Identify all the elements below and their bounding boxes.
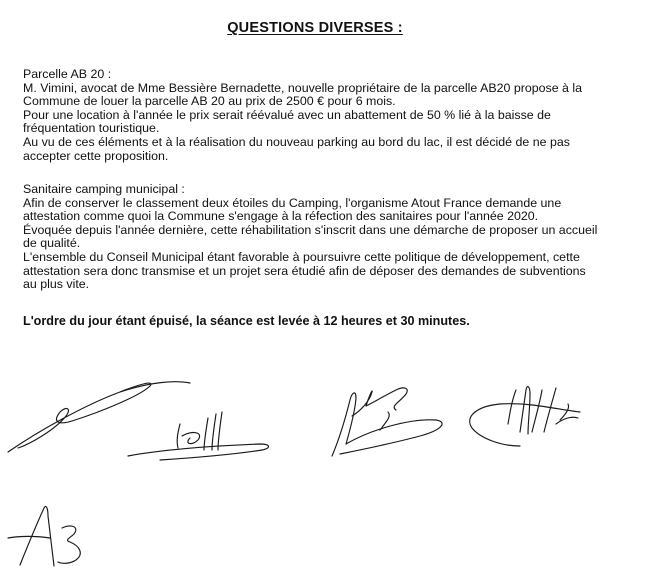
text-line: au plus vite. <box>23 277 90 292</box>
text-line: attestation sera donc transmise et un projet sera étudié afin de déposer des demandes de subventions <box>23 263 586 278</box>
signature-1 <box>8 382 190 452</box>
section-title: Sanitaire camping municipal : <box>23 182 185 196</box>
signatures-area <box>0 360 645 577</box>
closing-statement: L'ordre du jour étant épuisé, la séance est levée à 12 heures et 30 minutes. <box>23 314 470 328</box>
text-line: Au vu de ces éléments et à la réalisation du nouveau parking au bord du lac, il est décidé de ne pas <box>23 134 570 149</box>
text-line: accepter cette proposition. <box>23 148 169 163</box>
section-title: Parcelle AB 20 : <box>23 67 112 81</box>
signature-5 <box>8 506 80 566</box>
text-line: fréquentation touristique. <box>23 121 160 136</box>
text-line: M. Vimini, avocat de Mme Bessière Bernadette, nouvelle propriétaire de la parcelle AB20 propose à la <box>23 80 583 95</box>
text-line: L'ensemble du Conseil Municipal étant favorable à poursuivre cette politique de développement, cette <box>23 249 580 264</box>
text-line: Commune de louer la parcelle AB 20 au prix de 2500 € pour 6 mois. <box>23 94 396 109</box>
section-sanitaire-camping <box>23 183 623 292</box>
text-line: attestation comme quoi la Commune s'engage à la réfection des sanitaires pour l'année 2020. <box>23 209 539 224</box>
text-line: Afin de conserver le classement deux étoiles du Camping, l'organisme Atout France demande une <box>23 195 562 210</box>
signatures-svg <box>0 360 645 577</box>
signature-2 <box>128 412 269 460</box>
section-parcelle-ab20 <box>23 68 623 163</box>
section-heading: QUESTIONS DIVERSES : <box>227 20 403 36</box>
signature-4 <box>470 387 580 446</box>
text-line: Pour une location à l'année le prix serait réévalué avec un abattement de 50 % lié à la baisse de <box>23 107 551 122</box>
text-line: de qualité. <box>23 236 81 251</box>
signature-3 <box>332 388 442 456</box>
text-line: Évoquée depuis l'année dernière, cette réhabilitation s'inscrit dans une démarche de proposer un accueil <box>23 222 598 237</box>
